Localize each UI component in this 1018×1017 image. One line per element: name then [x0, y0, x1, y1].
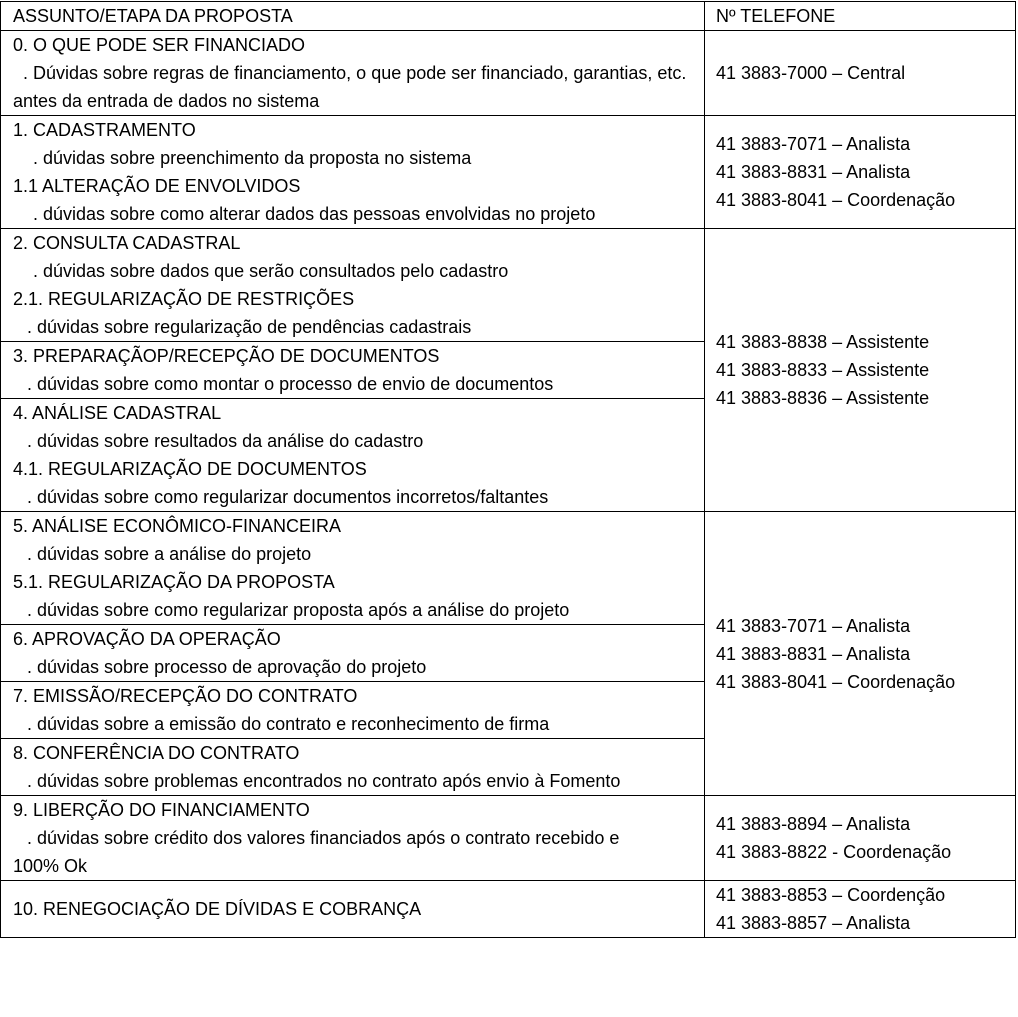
subject-title: 9. LIBERÇÃO DO FINANCIAMENTO [13, 800, 310, 820]
phone-number: 41 3883-8857 – Analista [716, 913, 911, 933]
subject-title: 7. EMISSÃO/RECEPÇÃO DO CONTRATO [13, 686, 358, 706]
phone-number: 41 3883-8831 – Analista [716, 643, 911, 664]
subject-cell [1, 31, 705, 116]
phone-number: 41 3883-8822 - Coordenação [716, 842, 952, 862]
subject-cell [1, 342, 705, 399]
phone-cell [705, 229, 1016, 512]
subject-description: . dúvidas sobre problemas encontrados no contrato após envio à Fomento [27, 771, 621, 791]
phone-number: 41 3883-8041 – Coordenação [716, 190, 956, 210]
subject-cell [1, 399, 705, 512]
subject-cell [1, 625, 705, 682]
subject-title: 5. ANÁLISE ECONÔMICO-FINANCEIRA [13, 516, 342, 536]
phone-number: 41 3883-7071 – Analista [716, 615, 911, 636]
subject-cell [1, 512, 705, 625]
subject-title: 10. RENEGOCIAÇÃO DE DÍVIDAS E COBRANÇA [13, 899, 422, 919]
subject-title: 4. ANÁLISE CADASTRAL [13, 403, 222, 423]
header-row [1, 2, 1016, 31]
subject-description: . dúvidas sobre como regularizar proposta após a análise do projeto [27, 600, 570, 620]
phone-cell [705, 31, 1016, 116]
subject-cell [1, 682, 705, 739]
subject-description: . dúvidas sobre como alterar dados das pessoas envolvidas no projeto [33, 204, 596, 224]
phone-number: 41 3883-8894 – Analista [716, 814, 911, 834]
subject-cell [1, 881, 705, 938]
subject-description: . dúvidas sobre resultados da análise do cadastro [27, 431, 424, 451]
phone-number: 41 3883-8831 – Analista [716, 162, 911, 182]
phone-number: 41 3883-7000 – Central [716, 63, 906, 83]
subject-description: . dúvidas sobre como montar o processo de envio de documentos [27, 374, 554, 394]
subject-title: 8. CONFERÊNCIA DO CONTRATO [13, 743, 300, 763]
phone-cell [705, 512, 1016, 796]
subject-description: . dúvidas sobre a análise do projeto [27, 544, 312, 564]
table-row [1, 229, 1016, 342]
table-row [1, 796, 1016, 881]
subject-description: . dúvidas sobre dados que serão consultados pelo cadastro [33, 261, 509, 281]
subject-title: 2. CONSULTA CADASTRAL [13, 233, 241, 253]
phone-number: 41 3883-8853 – Coordenção [716, 885, 946, 905]
table-row [1, 881, 1016, 938]
subject-title: 1. CADASTRAMENTO [13, 120, 196, 140]
subject-cell [1, 116, 705, 229]
subject-description: . dúvidas sobre processo de aprovação do projeto [27, 657, 427, 677]
phone-number: 41 3883-8041 – Coordenação [716, 671, 956, 692]
phone-number: 41 3883-8836 – Assistente [716, 388, 930, 408]
subject-subtitle: 5.1. REGULARIZAÇÃO DA PROPOSTA [13, 572, 335, 592]
subject-description: . Dúvidas sobre regras de financiamento, o que pode ser financiado, garantias, etc. antes da entrada de dados no sistema [13, 63, 687, 111]
subject-title: 6. APROVAÇÃO DA OPERAÇÃO [13, 629, 281, 649]
subject-description: . dúvidas sobre regularização de pendências cadastrais [27, 317, 472, 337]
phone-number: 41 3883-8838 – Assistente [716, 332, 930, 352]
header-phone: Nº TELEFONE [705, 2, 1016, 31]
header-subject: ASSUNTO/ETAPA DA PROPOSTA [1, 2, 705, 31]
table-row [1, 31, 1016, 116]
table-row [1, 512, 1016, 625]
phone-number: 41 3883-8833 – Assistente [716, 360, 930, 380]
subject-title: 3. PREPARAÇÃOP/RECEPÇÃO DE DOCUMENTOS [13, 346, 440, 366]
phone-number: 41 3883-7071 – Analista [716, 134, 911, 154]
subject-subtitle: 2.1. REGULARIZAÇÃO DE RESTRIÇÕES [13, 289, 355, 309]
subject-cell [1, 229, 705, 342]
subject-subtitle: 4.1. REGULARIZAÇÃO DE DOCUMENTOS [13, 459, 367, 479]
phone-cell [705, 796, 1016, 881]
subject-subtitle: 1.1 ALTERAÇÃO DE ENVOLVIDOS [13, 176, 301, 196]
subject-description: . dúvidas sobre como regularizar documentos incorretos/faltantes [27, 487, 549, 507]
phone-cell [705, 881, 1016, 938]
subject-description: . dúvidas sobre preenchimento da proposta no sistema [33, 148, 472, 168]
subject-cell [1, 739, 705, 796]
phone-cell [705, 116, 1016, 229]
subject-title: 0. O QUE PODE SER FINANCIADO [13, 35, 306, 55]
subject-cell [1, 796, 705, 881]
table-row [1, 116, 1016, 229]
subject-description: . dúvidas sobre crédito dos valores financiados após o contrato recebido e 100% Ok [13, 828, 620, 876]
subject-description: . dúvidas sobre a emissão do contrato e reconhecimento de firma [27, 714, 550, 734]
contacts-table [0, 1, 1016, 938]
